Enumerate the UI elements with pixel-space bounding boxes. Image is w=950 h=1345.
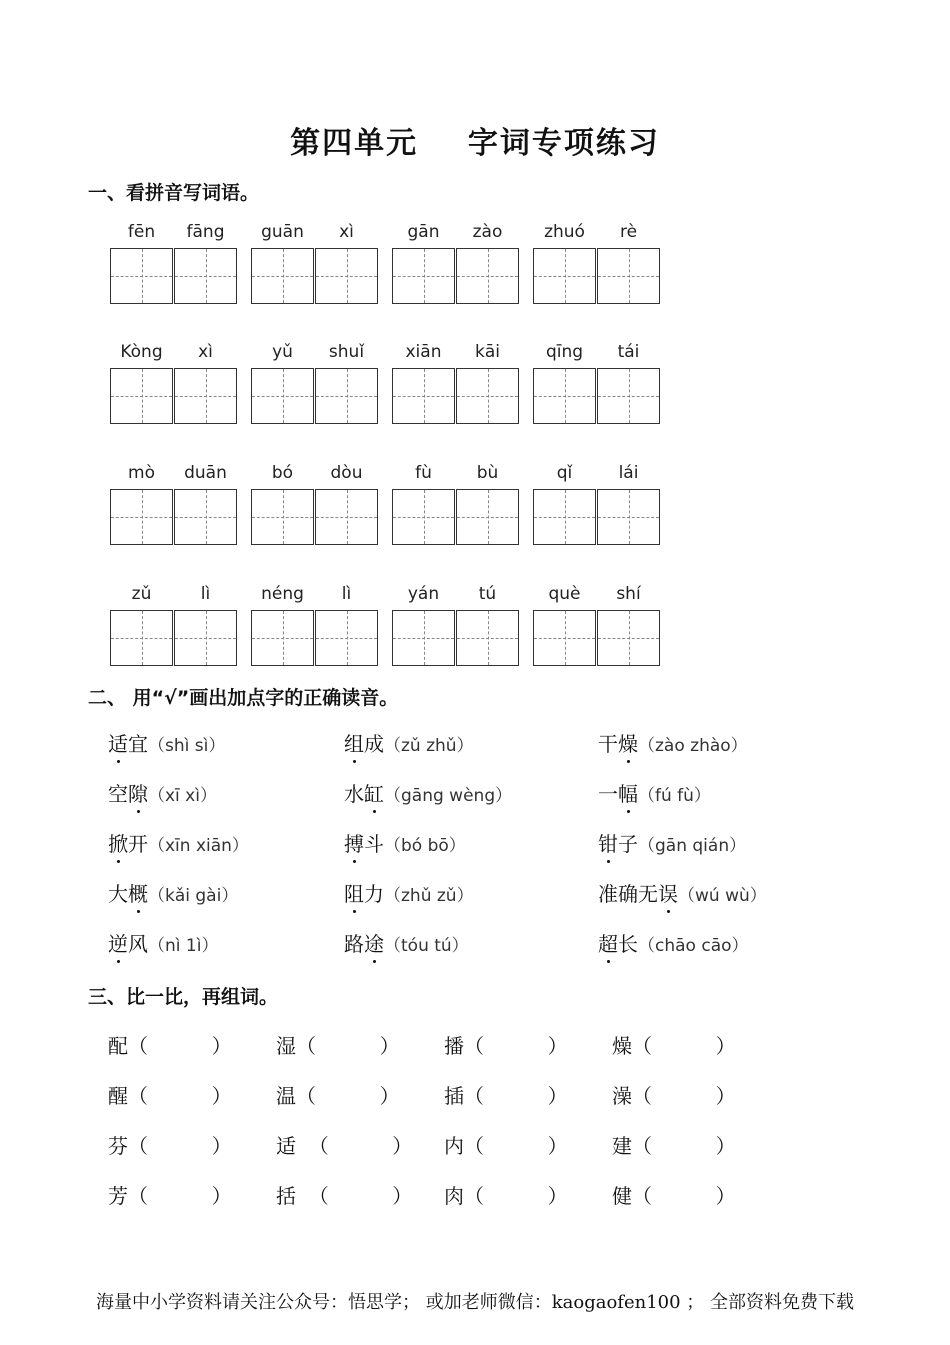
writing-box[interactable] [315, 368, 378, 424]
writing-box[interactable] [174, 368, 237, 424]
pinyin-label: tú [478, 584, 497, 604]
word-text: 斗 [364, 832, 384, 856]
word-text: 准确无 [598, 882, 658, 906]
writing-box[interactable] [174, 489, 237, 545]
pronunciation-item [108, 878, 238, 907]
pinyin-options[interactable]: （zhǔ zǔ） [384, 886, 474, 906]
pronunciation-item [344, 928, 469, 957]
pinyin-options[interactable]: （xī xì） [148, 786, 217, 806]
pinyin-options[interactable]: （gān qián） [638, 836, 747, 856]
writing-box[interactable] [392, 248, 455, 304]
compare-word-item[interactable]: 内（ ） [444, 1134, 568, 1158]
pinyin-label: mò [128, 463, 155, 483]
dotted-character: 组 [344, 728, 364, 757]
writing-box[interactable] [251, 368, 314, 424]
word-text: 长 [618, 932, 638, 956]
compare-word-item[interactable]: 配（ ） [108, 1034, 232, 1058]
pinyin-options[interactable]: （bó bō） [384, 836, 466, 856]
writing-box[interactable] [533, 368, 596, 424]
pinyin-label: Kòng [120, 342, 163, 362]
page-title [0, 118, 950, 162]
pronunciation-item [598, 778, 711, 807]
pinyin-label: zào [472, 222, 503, 242]
dotted-character: 缸 [364, 778, 384, 807]
pinyin-label: qīng [545, 342, 584, 362]
pinyin-label: zǔ [131, 584, 152, 604]
dotted-character: 逆 [108, 928, 128, 957]
pinyin-options[interactable]: （wú wù） [678, 886, 767, 906]
pinyin-label: tái [617, 342, 640, 362]
pinyin-label: bù [476, 463, 499, 483]
writing-box[interactable] [533, 248, 596, 304]
writing-box[interactable] [533, 489, 596, 545]
pronunciation-item [108, 928, 218, 957]
pinyin-label: néng [261, 584, 304, 604]
word-text: 干 [598, 732, 618, 756]
pinyin-label: gān [407, 222, 440, 242]
writing-box[interactable] [110, 248, 173, 304]
pinyin-label: zhuó [544, 222, 585, 242]
dotted-character: 燥 [618, 728, 638, 757]
pronunciation-item [344, 778, 512, 807]
pinyin-options[interactable]: （kǎi gài） [148, 886, 239, 906]
word-text: 一 [598, 782, 618, 806]
writing-box[interactable] [456, 489, 519, 545]
word-text: 风 [128, 932, 148, 956]
pinyin-options[interactable]: （xīn xiān） [148, 836, 249, 856]
word-text: 力 [364, 882, 384, 906]
compare-word-item[interactable]: 芳（ ） [108, 1184, 232, 1208]
pronunciation-item [108, 728, 225, 757]
writing-box[interactable] [456, 248, 519, 304]
pronunciation-item [344, 878, 474, 907]
pinyin-label: yǔ [272, 342, 293, 362]
writing-box[interactable] [251, 248, 314, 304]
word-text: 大 [108, 882, 128, 906]
dotted-character: 超 [598, 928, 618, 957]
writing-box[interactable] [251, 489, 314, 545]
compare-word-item[interactable]: 插（ ） [444, 1084, 568, 1108]
pinyin-label: kāi [475, 342, 500, 362]
title-sub: 字词专项练习 [467, 126, 660, 161]
section3-heading: 三、比一比，再组词。 [88, 986, 279, 1008]
pronunciation-item [598, 878, 767, 907]
pinyin-label: lì [341, 584, 352, 604]
pinyin-label: dòu [330, 463, 363, 483]
compare-word-item[interactable]: 播（ ） [444, 1034, 568, 1058]
pinyin-label: qǐ [556, 463, 573, 483]
footer-note: 海量中小学资料请关注公众号：悟思学； 或加老师微信：kaogaofen100 ； 全部资料免费下载 [96, 1292, 854, 1313]
dotted-character: 适 [108, 728, 128, 757]
dotted-character: 搏 [344, 828, 364, 857]
writing-box[interactable] [533, 610, 596, 666]
pinyin-label: xì [198, 342, 213, 362]
pinyin-label: bó [271, 463, 294, 483]
pinyin-label: rè [619, 222, 638, 242]
word-text: 水 [344, 782, 364, 806]
pinyin-label: yán [407, 584, 440, 604]
compare-word-item[interactable]: 肉（ ） [444, 1184, 568, 1208]
pinyin-label: guān [261, 222, 304, 242]
pinyin-label: fù [415, 463, 432, 483]
writing-box[interactable] [110, 610, 173, 666]
compare-word-item[interactable]: 醒（ ） [108, 1084, 232, 1108]
writing-box[interactable] [174, 248, 237, 304]
compare-word-item[interactable]: 芬（ ） [108, 1134, 232, 1158]
writing-box[interactable] [110, 489, 173, 545]
pinyin-label: lì [200, 584, 211, 604]
dotted-character: 隙 [128, 778, 148, 807]
compare-word-item[interactable]: 湿（ ） [276, 1034, 400, 1058]
pronunciation-item [108, 828, 249, 857]
dotted-character: 掀 [108, 828, 128, 857]
writing-box[interactable] [392, 368, 455, 424]
pronunciation-item [598, 928, 749, 957]
compare-word-item[interactable]: 括 （ ） [276, 1184, 413, 1208]
compare-word-item[interactable]: 澡（ ） [612, 1084, 736, 1108]
pronunciation-item [598, 728, 748, 757]
pinyin-options[interactable]: （gāng wèng） [384, 786, 513, 806]
dotted-character: 钳 [598, 828, 618, 857]
title-main: 第四单元 [290, 126, 419, 161]
writing-box[interactable] [456, 610, 519, 666]
pronunciation-item [344, 828, 466, 857]
writing-box[interactable] [392, 489, 455, 545]
word-text: 宜 [128, 732, 148, 756]
pinyin-options[interactable]: （nì 1ì） [148, 936, 219, 956]
word-text: 成 [364, 732, 384, 756]
writing-box[interactable] [597, 368, 660, 424]
dotted-character: 概 [128, 878, 148, 907]
writing-box[interactable] [315, 610, 378, 666]
pinyin-label: xiān [405, 342, 442, 362]
pronunciation-item [344, 728, 474, 757]
compare-word-item[interactable]: 温（ ） [276, 1084, 400, 1108]
pinyin-options[interactable]: （zǔ zhǔ） [384, 736, 474, 756]
pinyin-options[interactable]: （shì sì） [148, 736, 226, 756]
dotted-character: 误 [658, 878, 678, 907]
word-text: 路 [344, 932, 364, 956]
word-text: 空 [108, 782, 128, 806]
section1-heading: 一、看拼音写词语。 [88, 182, 260, 204]
compare-word-item[interactable]: 健（ ） [612, 1184, 736, 1208]
word-text: 子 [618, 832, 638, 856]
pinyin-label: fāng [186, 222, 225, 242]
writing-box[interactable] [456, 368, 519, 424]
pinyin-label: fēn [127, 222, 156, 242]
pinyin-label: shí [616, 584, 641, 604]
dotted-character: 幅 [618, 778, 638, 807]
pronunciation-item [108, 778, 217, 807]
pinyin-label: què [548, 584, 581, 604]
writing-box[interactable] [597, 248, 660, 304]
pronunciation-item [598, 828, 746, 857]
writing-box[interactable] [392, 610, 455, 666]
compare-word-item[interactable]: 建（ ） [612, 1134, 736, 1158]
section2-heading: 二、 用“√”画出加点字的正确读音。 [88, 687, 399, 709]
pinyin-label: duān [184, 463, 227, 483]
writing-box[interactable] [597, 610, 660, 666]
word-text: 开 [128, 832, 148, 856]
writing-box[interactable] [110, 368, 173, 424]
pinyin-options[interactable]: （fú fù） [638, 786, 711, 806]
compare-word-item[interactable]: 燥（ ） [612, 1034, 736, 1058]
writing-box[interactable] [251, 610, 314, 666]
writing-box[interactable] [597, 489, 660, 545]
pinyin-options[interactable]: （chāo cāo） [638, 936, 749, 956]
writing-box[interactable] [174, 610, 237, 666]
pinyin-label: lái [618, 463, 639, 483]
compare-word-item[interactable]: 适 （ ） [276, 1134, 413, 1158]
pinyin-label: shuǐ [328, 342, 365, 362]
dotted-character: 途 [364, 928, 384, 957]
pinyin-label: xì [339, 222, 354, 242]
writing-box[interactable] [315, 248, 378, 304]
pinyin-options[interactable]: （zào zhào） [638, 736, 748, 756]
dotted-character: 阻 [344, 878, 364, 907]
writing-box[interactable] [315, 489, 378, 545]
pinyin-options[interactable]: （tóu tú） [384, 936, 469, 956]
